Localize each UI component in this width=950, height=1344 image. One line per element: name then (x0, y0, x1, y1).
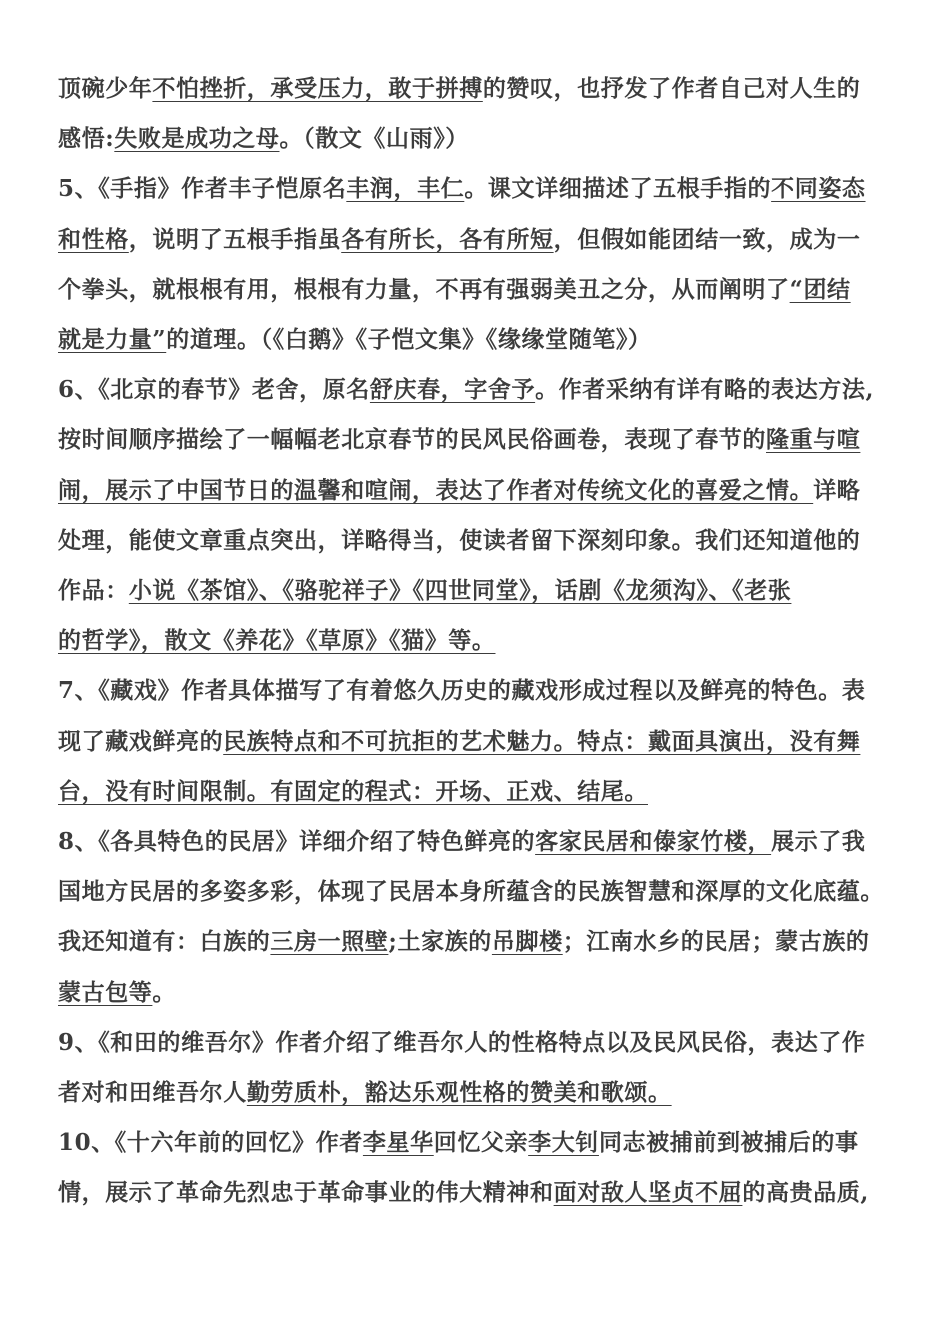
text-segment: 6、《北京的春节》老舍，原名 (58, 376, 370, 404)
underlined-text: 就是力量” (58, 326, 167, 353)
text-segment: 处理，能使文章重点突出，详略得当，使读者留下深刻印象。我们还知道他的 (58, 526, 861, 554)
underlined-text: 勤劳质朴，豁达乐观性格的赞美和歌颂。 (246, 1079, 672, 1106)
text-line (58, 224, 898, 256)
text-line (58, 73, 898, 105)
text-line (58, 1127, 898, 1159)
underlined-text: 舒庆春，字舍予 (369, 376, 536, 404)
underlined-text: 闹，展示了中国节日的温馨和喧闹，表达了作者对传统文化的喜爱之情。 (58, 476, 814, 504)
underlined-text: 不同姿态 (771, 175, 866, 203)
text-segment: 的道理。（《白鹅》《子恺文集》《缘缘堂随笔》） (166, 326, 652, 353)
text-line (58, 424, 898, 456)
text-line (58, 324, 898, 356)
text-line (58, 726, 898, 758)
text-segment: 10、《十六年前的回忆》作者 (58, 1129, 363, 1157)
text-segment: 的高贵品质, (742, 1179, 870, 1207)
text-line (58, 876, 898, 908)
text-segment: 。作者采纳有详有略的表达方法, (535, 376, 875, 404)
text-segment: 顶碗少年 (58, 75, 153, 102)
text-segment: 展示了我 (771, 828, 866, 855)
text-segment: 。（散文《山雨》） (279, 125, 469, 153)
text-segment: ；江南水乡的民居；蒙古族的 (562, 928, 870, 956)
underlined-text: 丰润，丰仁 (346, 175, 465, 203)
text-segment: ;土家族的 (388, 928, 492, 956)
underlined-text: “团结 (789, 275, 851, 303)
text-segment: 8、《各具特色的民居》详细介绍了特色鲜亮的 (58, 828, 536, 855)
underlined-text: 李星华 (362, 1129, 434, 1157)
text-line (58, 374, 898, 406)
text-line (58, 625, 898, 657)
underlined-text: 民族特点和不可抗拒的艺术魅力。特点：戴面具演出，没有舞 (223, 727, 861, 755)
text-segment: 7、《藏戏》作者具体描写了有着悠久历史的藏戏形成过程以及鲜亮的特色。表 (58, 677, 866, 705)
underlined-text: 台，没有时间限制。有固定的程式：开场、正戏、结尾。 (58, 777, 648, 805)
text-segment: 详略 (813, 476, 861, 504)
underlined-text: 和性格 (58, 225, 129, 253)
underlined-text: 小说《茶馆》、《骆驼祥子》《四世同堂》，话剧《龙须沟》、《老张 (128, 577, 792, 604)
text-segment: 回忆父亲 (433, 1129, 529, 1157)
underlined-text: 面对敌人坚贞不屈 (553, 1179, 743, 1207)
text-segment: 的赞叹，也抒发了作者自己对人生的 (482, 75, 861, 102)
text-line (58, 776, 898, 808)
underlined-text: 客家民居和傣家竹楼， (535, 828, 772, 855)
underlined-text: 李大钊 (528, 1129, 599, 1157)
text-line (58, 123, 898, 155)
text-line (58, 977, 898, 1009)
text-line (58, 675, 898, 707)
text-segment: 国地方民居的多姿多彩，体现了民居本身所蕴含的民族智慧和深厚的文化底蕴。 (58, 878, 884, 906)
text-segment: 同志被捕前到被捕后的事 (598, 1129, 859, 1157)
text-line (58, 274, 898, 306)
underlined-text: 不怕挫折，承受压力，敢于拼搏 (152, 75, 483, 102)
underlined-text: 失败是成功之母 (114, 125, 280, 153)
text-line (58, 575, 898, 607)
text-line (58, 926, 898, 958)
text-line (58, 525, 898, 557)
underlined-text: 的哲学》，散文《养花》《草原》《猫》等。 (58, 627, 496, 655)
text-line (58, 173, 898, 205)
text-line (58, 826, 898, 858)
text-line (58, 1027, 898, 1059)
text-segment: 按时间顺序描绘了一幅幅老北京春节的民风民俗画卷，表现了春节的 (58, 426, 766, 454)
underlined-text: 三房一照壁 (270, 928, 389, 956)
text-line (58, 475, 898, 507)
text-segment: 5、《手指》作者丰子恺原名 (58, 175, 347, 203)
text-segment: ，但假如能团结一致，成为一 (553, 225, 861, 253)
text-line (58, 1077, 898, 1109)
text-segment: 情，展示了革命先烈忠于革命事业的伟大精神和 (58, 1179, 554, 1207)
text-segment: 现了藏戏鲜亮的 (58, 727, 224, 755)
underlined-text: 蒙古包等 (58, 978, 153, 1006)
text-segment: 感悟: (58, 125, 115, 153)
text-segment: 。 (152, 978, 177, 1006)
underlined-text: 吊脚楼 (491, 928, 563, 956)
underlined-text: 隆重与喧 (766, 426, 861, 454)
text-segment: 作品： (58, 577, 129, 604)
text-line (58, 1177, 898, 1209)
underlined-text: 各有所长，各有所短 (341, 225, 554, 253)
text-segment: 9、《和田的维吾尔》作者介绍了维吾尔人的性格特点以及民风民俗，表达了作 (58, 1028, 866, 1056)
text-segment: ，说明了五根手指虽 (128, 225, 342, 253)
text-segment: 。课文详细描述了五根手指的 (464, 175, 772, 203)
text-segment: 我还知道有：白族的 (58, 928, 271, 956)
text-segment: 个拳头，就根根有用，根根有力量，不再有强弱美丑之分，从而阐明了 (58, 275, 790, 303)
text-segment: 者对和田维吾尔人 (58, 1079, 247, 1106)
